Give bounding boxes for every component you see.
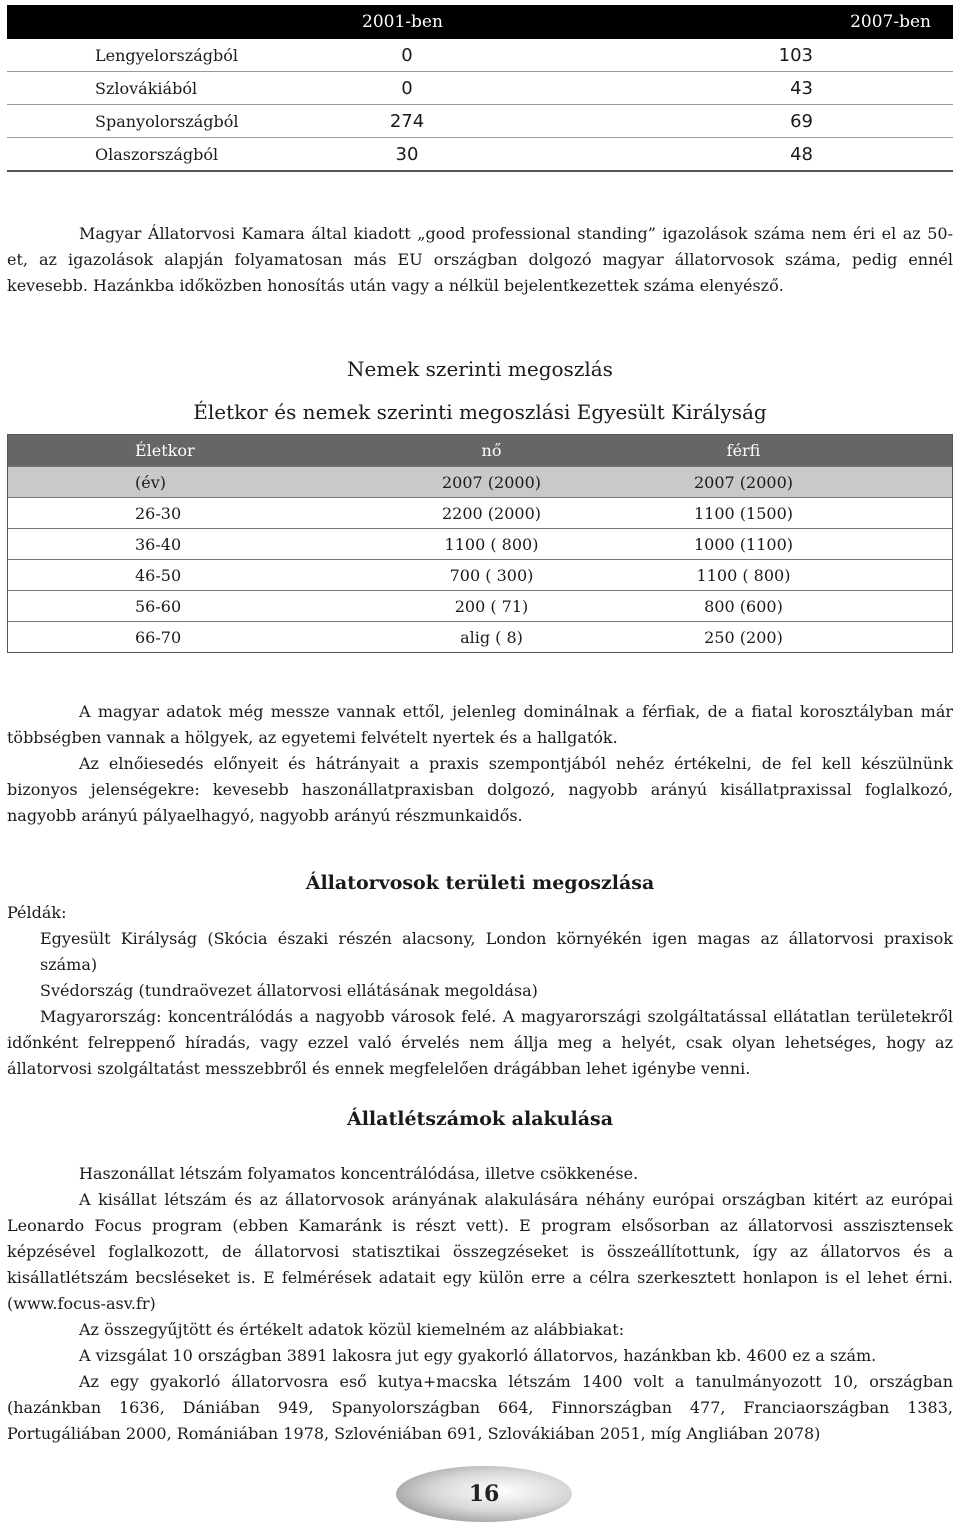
table-row bbox=[7, 39, 953, 72]
value-2007: 103 bbox=[778, 44, 813, 66]
table-row bbox=[8, 560, 952, 591]
cell-age: 56-60 bbox=[135, 596, 182, 616]
units-male: 2007 (2000) bbox=[693, 472, 793, 492]
units-female: 2007 (2000) bbox=[441, 472, 541, 492]
row-label: Lengyelországból bbox=[95, 45, 238, 65]
migration-table bbox=[7, 5, 953, 172]
cell-male: 1000 (1100) bbox=[693, 534, 793, 554]
value-2001: 274 bbox=[389, 110, 425, 132]
cell-male: 800 (600) bbox=[704, 596, 783, 616]
cell-female: 200 ( 71) bbox=[454, 596, 529, 616]
value-2001: 0 bbox=[401, 77, 413, 99]
section-title-livestock: Állatlétszámok alakulása bbox=[346, 1108, 614, 1130]
example-item: Svédország (tundraövezet állatorvosi ellátásának megoldása) bbox=[40, 981, 538, 1000]
page-number-badge bbox=[396, 1466, 572, 1522]
table-row bbox=[7, 105, 953, 138]
paragraph-text: A kisállat létszám és az állatorvosok arányának alakulására néhány európai országban kitért az európai Leonardo Focus program (ebben Kamaránk is részt vett). E program elsősorban az állatorvosi asszisztensek képzésével foglalkozott, de állatorvosi statisztikai összegzéseket is összeállítottunk, így az állatorvos és a kisállatlétszám becsléseket is. E felmérések adatait egy külön erre a célra szerkesztett honlapon is el lehet érni. (www.focus-asv.fr) bbox=[7, 1190, 953, 1313]
value-2007: 48 bbox=[790, 143, 813, 165]
col-header-age: Életkor bbox=[135, 441, 195, 460]
examples-label: Példák: bbox=[7, 903, 67, 922]
cell-female: 700 ( 300) bbox=[449, 565, 534, 585]
regional-examples bbox=[7, 900, 953, 1082]
cell-age: 36-40 bbox=[135, 534, 182, 554]
section-title-gender: Nemek szerinti megoszlás bbox=[347, 357, 613, 381]
table-row bbox=[8, 591, 952, 622]
section-title-regional: Állatorvosok területi megoszlása bbox=[305, 872, 655, 894]
value-2001: 0 bbox=[401, 44, 413, 66]
livestock-paragraphs bbox=[7, 1161, 953, 1447]
paragraph-text: Az egy gyakorló állatorvosra eső kutya+macska létszám 1400 volt a tanulmányozott 10, országban (hazánkban 1636, Dániában 949, Spanyolországban 664, Finnországban 477, Franciaországban 1383, Portugáliában 2000, Romániában 1978, Szlovéniában 691, Szlovákiában 2051, míg Angliában 2078) bbox=[7, 1372, 953, 1443]
paragraph-text: A magyar adatok még messze vannak ettől, jelenleg dominálnak a férfiak, de a fiatal korosztályban már többségben vannak a hölgyek, az egyetemi felvételt nyertek és a hallgatók. bbox=[7, 702, 953, 747]
cell-age: 46-50 bbox=[135, 565, 182, 585]
value-2007: 43 bbox=[790, 77, 813, 99]
table-units-row bbox=[8, 467, 952, 498]
units-age: (év) bbox=[135, 472, 166, 492]
paragraph-text: Az összegyűjtött és értékelt adatok közül kiemelném az alábbiakat: bbox=[79, 1320, 625, 1339]
cell-male: 250 (200) bbox=[704, 627, 783, 647]
paragraph-text: A vizsgálat 10 országban 3891 lakosra jut egy gyakorló állatorvos, hazánkban kb. 4600 ez a szám. bbox=[79, 1346, 877, 1365]
cell-male: 1100 (1500) bbox=[693, 503, 793, 523]
paragraph-text: Magyar Állatorvosi Kamara által kiadott „good professional standing” igazolások száma nem éri el az 50-et, az igazolások alapján folyamatosan más EU országban dolgozó magyar állatorvosok száma, pedig ennél kevesebb. Hazánkba időközben honosítás után vagy a nélkül bejelentkezettek száma elenyésző. bbox=[7, 224, 953, 295]
table-header-row bbox=[8, 435, 952, 467]
cell-female: alig ( 8) bbox=[460, 627, 523, 647]
page-number: 16 bbox=[468, 1481, 500, 1507]
table-row bbox=[8, 498, 952, 529]
header-2001: 2001-ben bbox=[362, 12, 443, 32]
col-header-male: férfi bbox=[726, 441, 761, 460]
table-row bbox=[8, 622, 952, 652]
paragraph-text: Haszonállat létszám folyamatos koncentrálódása, illetve csökkenése. bbox=[79, 1164, 639, 1183]
cell-female: 1100 ( 800) bbox=[444, 534, 539, 554]
row-label: Szlovákiából bbox=[95, 78, 198, 98]
table-row bbox=[7, 72, 953, 105]
value-2001: 30 bbox=[395, 143, 419, 165]
paragraph-text: Az elnőiesedés előnyeit és hátrányait a praxis szempontjából nehéz értékelni, de fel kell készülnünk bizonyos jelenségekre: kevesebb haszonállatpraxisban dolgozó, nagyobb arányú kisállatpraxissal foglalkozó, nagyobb arányú pályaelhagyó, nagyobb arányú részmunkaidős. bbox=[7, 754, 953, 825]
gender-commentary bbox=[7, 699, 953, 829]
example-item: Magyarország: koncentrálódás a nagyobb városok felé. A magyarországi szolgáltatással ellátatlan területekről időnként felreppenő híradás, vagy ezzel való érvelés nem állja meg a helyét, csak olyan lehetséges, hogy az állatorvosi szolgáltatást messzebbről és ennek megfelelően drágábban lehet igénybe venni. bbox=[7, 1007, 953, 1078]
row-label: Olaszországból bbox=[95, 144, 219, 164]
table-subtitle: Életkor és nemek szerinti megoszlási Egyesült Királyság bbox=[193, 400, 767, 424]
value-2007: 69 bbox=[790, 110, 813, 132]
col-header-female: nő bbox=[481, 441, 502, 460]
intro-paragraph bbox=[7, 221, 953, 299]
table-row bbox=[8, 529, 952, 560]
migration-table-header bbox=[7, 5, 953, 39]
table-row bbox=[7, 138, 953, 172]
cell-male: 1100 ( 800) bbox=[696, 565, 791, 585]
cell-female: 2200 (2000) bbox=[441, 503, 541, 523]
cell-age: 26-30 bbox=[135, 503, 182, 523]
row-label: Spanyolországból bbox=[95, 111, 239, 131]
example-item: Egyesült Királyság (Skócia északi részén alacsony, London környékén igen magas az állatorvosi praxisok száma) bbox=[40, 929, 953, 974]
age-gender-table bbox=[7, 434, 953, 653]
cell-age: 66-70 bbox=[135, 627, 182, 647]
header-2007: 2007-ben bbox=[850, 12, 931, 32]
